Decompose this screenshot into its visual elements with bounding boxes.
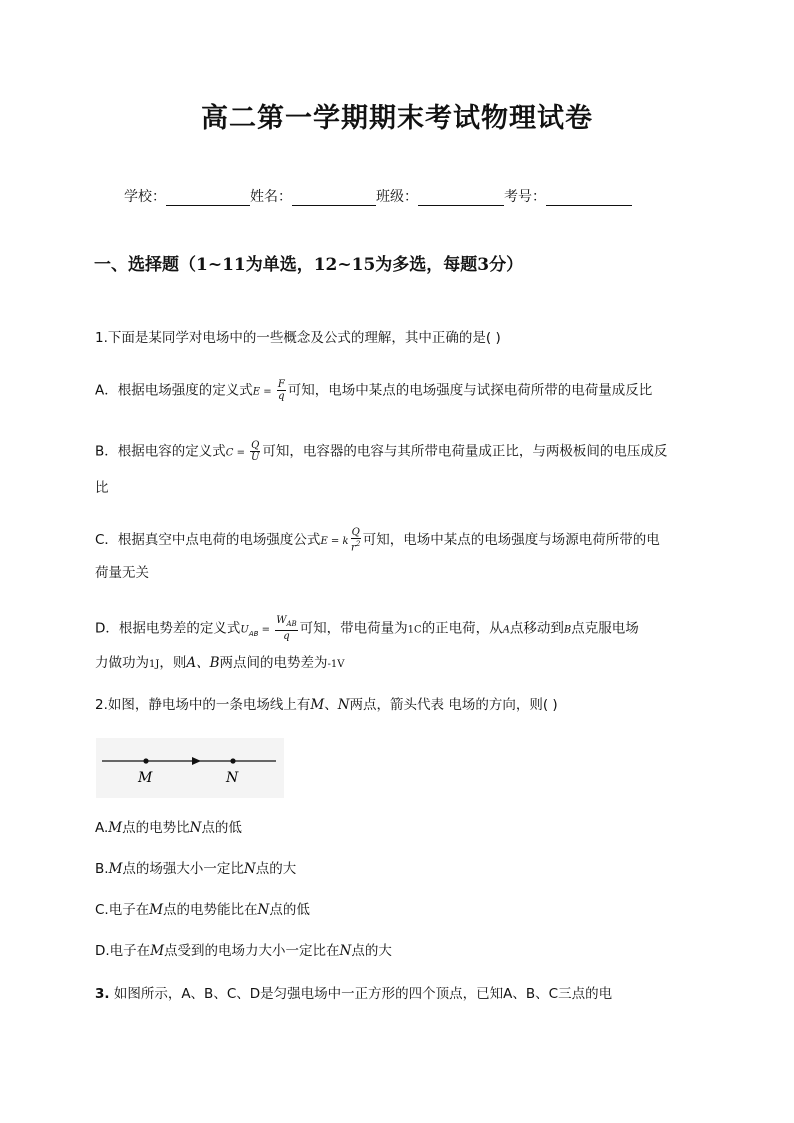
q1-b-prefix: B．根据电容的定义式: [95, 443, 226, 460]
q1-b-rest: 可知，电容器的电容与其所带电荷量成正比，与两极板间的电压成反: [262, 443, 668, 460]
q2-c-m: M: [149, 902, 164, 918]
point-n-dot: [230, 758, 235, 763]
number-blank: [546, 187, 632, 206]
q1-c-fraction: [351, 527, 361, 553]
q1-b-eq: =: [233, 447, 249, 459]
name-label: 姓名：: [250, 189, 292, 205]
q1-option-c-cont: 荷量无关: [95, 565, 149, 581]
q1-d-rest4: 点克服电场: [571, 620, 639, 637]
q2-a-m: M: [108, 820, 123, 836]
q2-d-m: M: [150, 943, 165, 959]
q2-stem-mid: 、: [324, 697, 338, 713]
q1-d-rest1: 可知，带电荷量为: [299, 620, 408, 637]
q1-b-lhs: C: [225, 447, 234, 459]
q1-d-prefix: D．根据电势差的定义式: [95, 620, 241, 637]
q2-b-post: 点的大: [255, 861, 297, 877]
q2-option-c: [95, 900, 310, 920]
q2-stem-post: 两点，箭头代表 电场的方向，则( ): [349, 697, 558, 713]
point-m-dot: [143, 758, 148, 763]
name-blank: [292, 187, 376, 206]
q2-a-pre: A.: [95, 820, 109, 836]
q3-stem-text: 如图所示，A、B、C、D是匀强电场中一正方形的四个顶点，已知A、B、C三点的电: [109, 986, 613, 1002]
q2-a-post: 点的低: [201, 820, 242, 836]
q1-d-work: 1J: [149, 659, 160, 670]
q2-d-pre: D.电子在: [95, 943, 151, 959]
q1-option-a: [95, 379, 652, 403]
school-blank: [166, 187, 250, 206]
q1-b-num: Q: [251, 440, 260, 451]
q1-c-num: Q: [351, 527, 360, 538]
q1-option-d-cont: [95, 653, 345, 675]
q2-a-mid: 点的电势比: [122, 820, 190, 836]
q1-option-b-cont: 比: [95, 480, 109, 496]
q1-c-k: k: [342, 536, 349, 548]
q1-c-eq: =: [327, 536, 343, 548]
q2-stem-pre: 2.如图，静电场中的一条电场线上有: [95, 697, 311, 713]
q1-c-den: r: [351, 542, 356, 554]
q1-d-lhs: U: [240, 624, 249, 636]
q1-c-rest: 可知，电场中某点的电场强度与场源电荷所带的电: [362, 532, 660, 549]
q3-number: 3.: [95, 986, 110, 1002]
q1-c-lhs: E: [320, 536, 328, 548]
q1-stem: 1.下面是某同学对电场中的一些概念及公式的理解，其中正确的是( ): [95, 330, 501, 346]
point-m-label: M: [138, 770, 153, 786]
q1-d-charge: 1C: [407, 624, 422, 636]
q1-d-num-sub: AB: [286, 620, 297, 628]
point-n-label: N: [226, 770, 239, 786]
q2-stem-n: N: [337, 697, 350, 713]
q2-d-mid: 点受到的电场力大小一定比在: [164, 943, 340, 959]
q2-b-pre: B.: [95, 861, 109, 877]
q2-option-d: [95, 941, 392, 961]
q1-c-prefix: C．根据真空中点电荷的电场强度公式: [95, 532, 321, 549]
q2-b-n: N: [243, 861, 256, 877]
q2-stem: [95, 695, 558, 715]
q1-c-den-sup: 2: [355, 540, 361, 548]
school-label: 学校：: [124, 189, 166, 205]
section-heading-choice: 一、选择题（1~11为单选，12~15为多选，每题3分）: [94, 255, 524, 275]
q1-d-cont2: ，则: [159, 655, 187, 671]
q1-d-cont1: 力做功为: [95, 655, 149, 671]
q1-a-lhs: E: [252, 386, 261, 398]
q2-c-pre: C.电子在: [95, 902, 150, 918]
q1-option-c: [95, 527, 660, 553]
q2-option-a: [95, 818, 242, 838]
q1-a-prefix: A．根据电场强度的定义式: [95, 382, 253, 399]
q2-b-m: M: [108, 861, 123, 877]
field-direction-arrow: [192, 757, 201, 765]
q1-d-fraction: [275, 615, 297, 642]
q1-option-b: [95, 440, 667, 464]
q2-c-post: 点的低: [269, 902, 310, 918]
q2-c-n: N: [257, 902, 270, 918]
student-info-line: [124, 186, 632, 206]
class-label: 班级：: [376, 189, 418, 205]
q1-b-den: U: [251, 452, 260, 463]
q1-a-num: F: [277, 379, 285, 390]
q1-d-ab: A、B: [186, 655, 220, 671]
field-line-diagram: [96, 738, 284, 798]
number-label: 考号：: [504, 189, 546, 205]
field-line-figure: [96, 738, 284, 798]
q1-d-eq: =: [258, 624, 274, 636]
q2-d-n: N: [339, 943, 352, 959]
q3-stem: [95, 984, 612, 1004]
q1-a-fraction: [277, 379, 286, 402]
q1-a-rest: 可知，电场中某点的电场强度与试探电荷所带的电荷量成反比: [287, 382, 653, 399]
q2-option-b: [95, 859, 296, 879]
q2-stem-m: M: [310, 697, 325, 713]
exam-title: 高二第一学期期末考试物理试卷: [201, 103, 593, 134]
class-blank: [418, 187, 504, 206]
q1-d-den: q: [283, 631, 290, 642]
q1-a-den: q: [278, 391, 285, 402]
q1-d-point-a: A: [502, 624, 510, 636]
q1-d-value: -1V: [327, 659, 345, 670]
q1-d-lhs-sub: AB: [248, 630, 259, 639]
q1-option-d: [95, 615, 639, 644]
q1-d-rest2: 的正电荷，从: [421, 620, 503, 637]
q1-d-rest3: 点移动到: [509, 620, 564, 637]
q1-d-num: W: [276, 615, 287, 626]
q2-c-mid: 点的电势能比在: [163, 902, 258, 918]
q1-b-fraction: [250, 440, 260, 463]
q2-b-mid: 点的场强大小一定比: [122, 861, 244, 877]
q2-a-n: N: [189, 820, 202, 836]
q2-d-post: 点的大: [351, 943, 392, 959]
q1-a-eq: =: [260, 386, 275, 398]
q1-d-point-b: B: [563, 624, 572, 636]
q1-d-cont3: 两点间的电势差为: [219, 655, 328, 671]
